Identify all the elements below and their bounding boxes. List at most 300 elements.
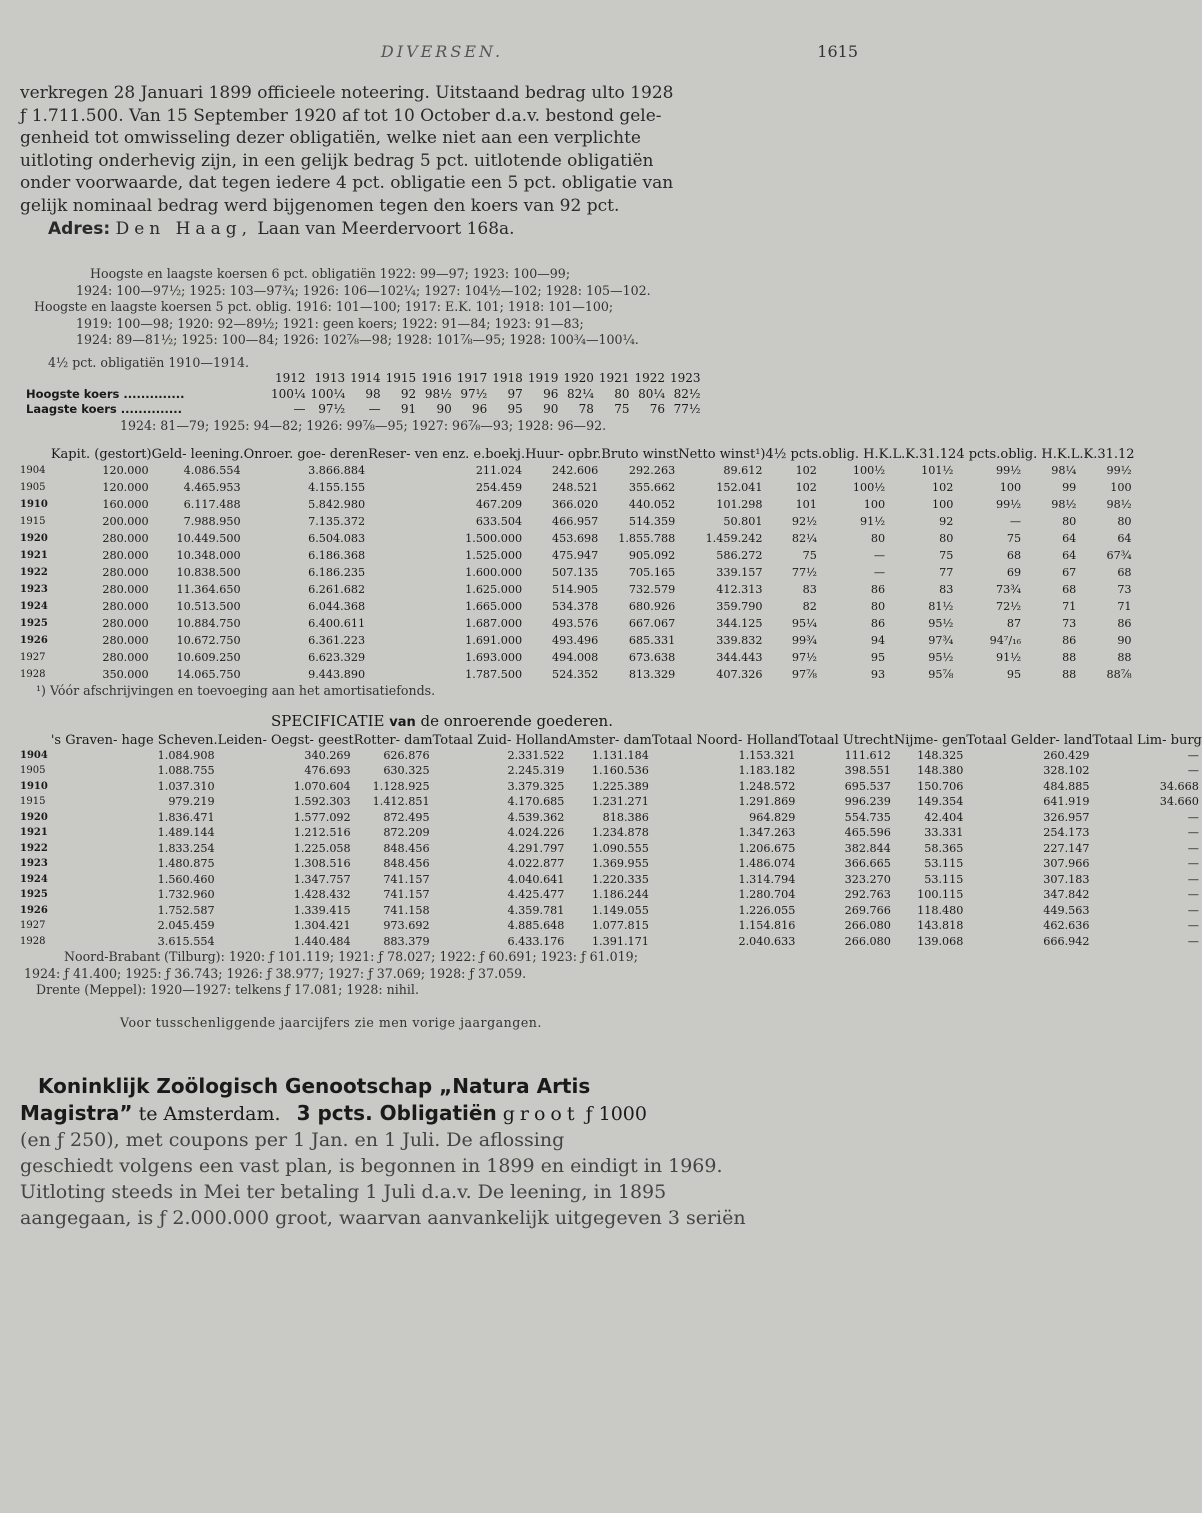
table-cell: 254.173 <box>1043 826 1090 840</box>
table-cell: 91½ <box>860 515 886 529</box>
table-cell: 1.347.263 <box>738 826 796 840</box>
table-cell: 1.836.471 <box>157 810 215 824</box>
table-cell: 94 <box>870 634 886 648</box>
table-cell: 280.000 <box>102 532 149 546</box>
oblig45-title: 4½ pct. obligatiën 1910—1914. <box>48 354 250 370</box>
intro-line: genheid tot omwisseling dezer obligatiën, welke niet aan een verplichte <box>20 128 641 149</box>
table-cell: 53.115 <box>924 872 964 886</box>
table-cell: 148.380 <box>917 764 964 778</box>
oblig45-years-row <box>26 371 706 387</box>
table-cell: 80 <box>1062 515 1077 529</box>
table-cell: 1.428.432 <box>293 888 351 902</box>
table-cell: 818.386 <box>602 810 649 824</box>
table-cell: 1.489.144 <box>157 826 215 840</box>
value-cell: 75 <box>614 402 630 417</box>
table-cell: 86 <box>870 617 886 631</box>
table-cell: 10.348.000 <box>176 549 241 563</box>
table-cell: 92½ <box>791 515 817 529</box>
row-year: 1922 <box>20 567 48 579</box>
table-row <box>20 748 1202 764</box>
table-cell: — <box>1187 764 1199 778</box>
col-header: Netto winst¹) <box>678 447 766 463</box>
value-cell: 82¼ <box>567 386 594 401</box>
table-cell: 1.225.389 <box>591 779 649 793</box>
table-row <box>20 462 1135 479</box>
value-cell: 80¼ <box>638 386 666 401</box>
table-cell: 6.361.223 <box>308 634 366 648</box>
table-cell: 1.687.000 <box>465 617 523 631</box>
intro-paragraph <box>20 82 864 240</box>
table-cell: 97⅞ <box>791 668 817 682</box>
table-cell: 339.832 <box>716 634 763 648</box>
table-cell: 467.209 <box>475 498 523 512</box>
table-cell: 1.412.851 <box>372 795 430 809</box>
table-cell: 9.443.890 <box>308 668 366 682</box>
table-cell: 685.331 <box>628 634 676 648</box>
table-cell: 741.157 <box>383 888 430 902</box>
table-cell: 1.625.000 <box>465 583 523 597</box>
table-cell: 77 <box>939 566 954 580</box>
table-cell: 95 <box>1006 668 1022 682</box>
table-cell: 307.966 <box>1043 857 1090 871</box>
value-cell: 80 <box>614 386 630 401</box>
table-cell: 95¼ <box>791 617 817 631</box>
col-header: Reser- ven enz. e.boekj. <box>368 447 526 463</box>
table-row <box>20 530 1135 547</box>
table-cell: 98¼ <box>1051 464 1077 478</box>
col-header: Totaal Gelder- land <box>966 732 1093 748</box>
table-cell: 323.270 <box>844 872 891 886</box>
table-cell: 964.829 <box>749 810 796 824</box>
row-year: 1928 <box>20 669 46 681</box>
row-year: 1904 <box>20 465 46 477</box>
table-row <box>20 666 1135 683</box>
table-cell: 4.155.155 <box>308 481 366 495</box>
table-cell: 2.045.459 <box>157 919 215 933</box>
table-cell: 1.787.500 <box>465 668 523 682</box>
table-row <box>20 479 1135 496</box>
col-header: Totaal Utrecht <box>798 732 894 748</box>
table-cell: 328.102 <box>1043 764 1090 778</box>
table-row <box>20 581 1135 598</box>
table-cell: 64 <box>1062 532 1077 546</box>
table-cell: 152.041 <box>716 481 763 495</box>
table-cell: 484.885 <box>1043 779 1090 793</box>
oblig45-hoogste-row <box>26 387 706 403</box>
table-cell: 95½ <box>928 651 954 665</box>
table-cell: 326.957 <box>1043 810 1090 824</box>
koersen-line: Hoogste en laagste koersen 6 pct. obligatiën 1922: 99—97; 1923: 100—99; <box>90 266 571 282</box>
table-cell: — <box>1187 903 1199 917</box>
table-cell: 1.665.000 <box>465 600 523 614</box>
table-cell: 95½ <box>928 617 954 631</box>
table-cell: 1.440.484 <box>293 934 351 948</box>
table-cell: — <box>873 566 886 580</box>
row-year: 1925 <box>20 618 48 630</box>
table-cell: 4.022.877 <box>507 857 565 871</box>
table-cell: 4.465.953 <box>183 481 241 495</box>
hoogste-label: Hoogste koers .............. <box>26 386 185 401</box>
row-year: 1910 <box>20 780 48 792</box>
table-cell: 407.326 <box>716 668 763 682</box>
year-cell: 1921 <box>598 371 630 386</box>
table-cell: 72½ <box>996 600 1022 614</box>
table-cell: 1.291.869 <box>738 795 796 809</box>
table-cell: 382.844 <box>844 841 891 855</box>
table-cell: 1.037.310 <box>157 779 215 793</box>
table-cell: 77½ <box>791 566 817 580</box>
artis-bond: 3 pcts. Obligatiën <box>296 1101 497 1126</box>
table-cell: 1.225.058 <box>293 841 351 855</box>
table-cell: 848.456 <box>383 857 430 871</box>
table-cell: 1.280.704 <box>738 888 796 902</box>
value-cell: 98½ <box>424 386 452 401</box>
koersen-line: Hoogste en laagste koersen 5 pct. oblig. 1916: 101—100; 1917: E.K. 101; 1918: 101—100; <box>34 299 614 315</box>
table-cell: 99½ <box>1106 464 1132 478</box>
col-header: Leiden- Oegst- geest <box>217 732 354 748</box>
oblig45-block <box>20 355 864 435</box>
table-cell: 42.404 <box>924 810 964 824</box>
table-cell: 10.449.500 <box>176 532 241 546</box>
table-cell: 1.600.000 <box>465 566 523 580</box>
table-row <box>20 779 1202 795</box>
col-header: Bruto winst <box>601 447 679 463</box>
table-cell: 71 <box>1117 600 1132 614</box>
artis-name: Koninklijk Zoölogisch Genootschap „Natura Artis <box>38 1074 591 1099</box>
table-cell: 34.668 <box>1159 779 1199 793</box>
table-cell: 554.735 <box>844 810 891 824</box>
table-cell: 1.693.000 <box>465 651 523 665</box>
table-cell: 139.068 <box>917 934 964 948</box>
table-row <box>20 934 1202 950</box>
table-cell: 6.117.488 <box>183 498 241 512</box>
table-cell: 86 <box>870 583 886 597</box>
row-year: 1915 <box>20 516 46 528</box>
koersen-line: 1924: 100—97½; 1925: 103—97¾; 1926: 106—102¼; 1927: 104½—102; 1928: 105—102. <box>76 282 651 298</box>
financial-table-body <box>20 462 1135 683</box>
year-cell: 1913 <box>314 371 346 386</box>
row-year: 1920 <box>20 811 48 823</box>
table-cell: 493.496 <box>552 634 599 648</box>
laagste-label: Laagste koers .............. <box>26 402 182 417</box>
table-cell: 67¾ <box>1106 549 1132 563</box>
table-cell: 1.752.587 <box>157 903 215 917</box>
row-year: 1905 <box>20 482 46 494</box>
table-cell: 88 <box>1117 651 1132 665</box>
year-cell: 1915 <box>385 371 417 386</box>
table-cell: 872.495 <box>383 810 430 824</box>
table-cell: 979.219 <box>168 795 215 809</box>
table-cell: 100 <box>1110 481 1132 495</box>
table-cell: — <box>1187 857 1199 871</box>
table-cell: 73 <box>1117 583 1132 597</box>
table-cell: 280.000 <box>102 549 149 563</box>
table-cell: 280.000 <box>102 566 149 580</box>
table-cell: 1.090.555 <box>591 841 649 855</box>
value-cell: 90 <box>436 402 452 417</box>
table-cell: 97¾ <box>928 634 954 648</box>
table-cell: — <box>1187 919 1199 933</box>
address-street: Laan van Meerdervoort 168a. <box>257 218 515 239</box>
table-cell: 292.763 <box>844 888 891 902</box>
artis-line: aangegaan, is ƒ 2.000.000 groot, waarvan aanvankelijk uitgegeven 3 seriën <box>20 1207 746 1230</box>
value-cell: 100¼ <box>310 386 346 401</box>
spec-header-row <box>20 734 1202 748</box>
row-year: 1928 <box>20 935 46 947</box>
table-cell: 732.579 <box>628 583 676 597</box>
row-year: 1925 <box>20 889 48 901</box>
col-header: Kapit. (gestort) <box>50 447 152 463</box>
table-cell: 280.000 <box>102 651 149 665</box>
intro-line: gelijk nominaal bedrag werd bijgenomen tegen den koers van 92 pct. <box>20 195 620 216</box>
table-cell: 6.261.682 <box>308 583 366 597</box>
oblig45-table <box>26 371 706 418</box>
table-cell: — <box>1187 841 1199 855</box>
table-cell: 1.226.055 <box>738 903 796 917</box>
col-header: 's Graven- hage Scheven. <box>50 732 218 748</box>
table-cell: 266.080 <box>844 934 891 948</box>
address-line <box>20 218 864 241</box>
table-cell: 99¾ <box>791 634 817 648</box>
koersen-line: 1919: 100—98; 1920: 92—89½; 1921: geen koers; 1922: 91—84; 1923: 91—83; <box>76 315 584 331</box>
table-cell: 150.706 <box>917 779 964 793</box>
table-cell: — <box>1187 826 1199 840</box>
table-cell: 10.513.500 <box>176 600 241 614</box>
table-cell: 1.070.604 <box>293 779 351 793</box>
value-cell: 100¼ <box>271 386 306 401</box>
table-row <box>20 856 1202 872</box>
table-cell: 280.000 <box>102 583 149 597</box>
col-header: Rotter- dam <box>353 732 433 748</box>
table-row <box>20 632 1135 649</box>
col-header: 4½ pcts.oblig. H.K.L.K.31.12 <box>765 447 957 463</box>
table-cell: 1.592.303 <box>293 795 351 809</box>
year-cell: 1914 <box>350 371 381 386</box>
table-row <box>20 903 1202 919</box>
spec-title-c: de onroerende goederen. <box>420 711 613 730</box>
koersen-line: 1924: 89—81½; 1925: 100—84; 1926: 102⅞—98; 1928: 101⅞—95; 1928: 100¾—100¼. <box>76 332 639 348</box>
table-cell: 1.459.242 <box>705 532 763 546</box>
value-cell: 97 <box>507 386 523 401</box>
col-header: Nijme- gen <box>893 732 967 748</box>
table-cell: 102 <box>795 481 817 495</box>
table-cell: 10.609.250 <box>176 651 241 665</box>
table-cell: 143.818 <box>917 919 964 933</box>
table-row <box>20 887 1202 903</box>
table-cell: 71 <box>1062 600 1077 614</box>
table-cell: 120.000 <box>102 481 149 495</box>
table-cell: 260.429 <box>1043 748 1090 762</box>
table-cell: 10.838.500 <box>176 566 241 580</box>
table-cell: 1.577.092 <box>293 810 351 824</box>
table-cell: 1.084.908 <box>157 748 215 762</box>
table-cell: 848.456 <box>383 841 430 855</box>
table-cell: 586.272 <box>716 549 763 563</box>
value-cell: — <box>293 402 306 417</box>
row-year: 1926 <box>20 904 48 916</box>
value-cell: 98 <box>365 386 381 401</box>
table-cell: 160.000 <box>102 498 149 512</box>
table-cell: 465.596 <box>844 826 891 840</box>
table-cell: 67 <box>1062 566 1077 580</box>
table-row <box>20 649 1135 666</box>
row-year: 1924 <box>20 601 48 613</box>
financial-table <box>20 448 1135 683</box>
table-cell: 6.623.329 <box>308 651 366 665</box>
row-year: 1927 <box>20 920 46 932</box>
table-cell: 89.612 <box>723 464 763 478</box>
table-cell: — <box>873 549 886 563</box>
table-cell: 2.331.522 <box>507 748 565 762</box>
table-cell: 80 <box>870 600 886 614</box>
table-cell: 1.160.536 <box>591 764 649 778</box>
table-cell: 100 <box>931 498 954 512</box>
table-cell: 6.504.083 <box>308 532 366 546</box>
table-cell: 1.154.816 <box>738 919 796 933</box>
oblig45-footer: 1924: 81—79; 1925: 94—82; 1926: 99⅞—95; 1927: 96⅞—93; 1928: 96—92. <box>120 417 607 433</box>
table-cell: 4.359.781 <box>507 903 565 917</box>
table-cell: 466.957 <box>552 515 599 529</box>
table-cell: 1.347.757 <box>293 872 351 886</box>
table-cell: — <box>1187 810 1199 824</box>
table-cell: 507.135 <box>552 566 599 580</box>
table-row <box>20 825 1202 841</box>
col-header: Totaal Lim- burg <box>1092 732 1202 748</box>
table-cell: 1.391.171 <box>591 934 649 948</box>
row-year: 1905 <box>20 765 46 777</box>
year-cell: 1922 <box>634 371 666 386</box>
table-cell: 88 <box>1062 651 1077 665</box>
table-cell: 1.732.960 <box>157 888 215 902</box>
table-cell: 58.365 <box>924 841 964 855</box>
row-year: 1920 <box>20 533 48 545</box>
table-cell: 1.088.755 <box>157 764 215 778</box>
table-cell: 883.379 <box>383 934 430 948</box>
table-cell: 254.459 <box>475 481 523 495</box>
running-title: DIVERSEN. <box>380 42 504 61</box>
table-cell: 83 <box>802 583 817 597</box>
table-cell: 266.080 <box>844 919 891 933</box>
table-cell: 75 <box>939 549 954 563</box>
table-cell: 4.170.685 <box>507 795 565 809</box>
year-cell: 1918 <box>492 371 523 386</box>
artis-line: Uitloting steeds in Mei ter betaling 1 Juli d.a.v. De leening, in 1895 <box>20 1181 667 1204</box>
table-cell: 344.443 <box>716 651 763 665</box>
table-cell: 666.942 <box>1043 934 1090 948</box>
row-year: 1921 <box>20 550 48 562</box>
table-cell: 1.149.055 <box>591 903 649 917</box>
table-cell: 88⅞ <box>1106 668 1132 682</box>
table-cell: 1.234.878 <box>591 826 649 840</box>
value-cell: 95 <box>507 402 523 417</box>
table-cell: 69 <box>1006 566 1022 580</box>
spec-note: 1924: ƒ 41.400; 1925: ƒ 36.743; 1926: ƒ 38.977; 1927: ƒ 37.069; 1928: ƒ 37.059. <box>24 965 527 981</box>
table-cell: 99½ <box>996 498 1022 512</box>
table-cell: 148.325 <box>917 748 964 762</box>
table-cell: 242.606 <box>552 464 599 478</box>
row-year: 1910 <box>20 499 48 511</box>
table-cell: 493.576 <box>552 617 599 631</box>
table-cell: 514.905 <box>552 583 599 597</box>
table-cell: 86 <box>1117 617 1132 631</box>
oblig45-laagste-row <box>26 402 706 418</box>
table-cell: 248.521 <box>552 481 599 495</box>
col-header: Totaal Zuid- Holland <box>432 732 568 748</box>
table-cell: 1.220.335 <box>591 872 649 886</box>
table-row <box>20 598 1135 615</box>
table-cell: 339.157 <box>716 566 763 580</box>
table-cell: 813.329 <box>628 668 676 682</box>
table-cell: 95⅞ <box>928 668 954 682</box>
row-year: 1927 <box>20 652 46 664</box>
value-cell: 97½ <box>318 402 346 417</box>
intro-line: verkregen 28 Januari 1899 officieele noteering. Uitstaand bedrag ulto 1928 <box>20 83 674 103</box>
table-cell: 1.525.000 <box>465 549 523 563</box>
table-cell: 75 <box>802 549 817 563</box>
table-cell: 996.239 <box>844 795 891 809</box>
table-cell: 1.304.421 <box>293 919 351 933</box>
table-cell: — <box>1187 748 1199 762</box>
table-cell: 111.612 <box>844 748 891 762</box>
table-cell: 705.165 <box>628 566 676 580</box>
year-cell: 1917 <box>456 371 488 386</box>
table-cell: 741.158 <box>383 903 430 917</box>
table-cell: 11.364.650 <box>176 583 241 597</box>
table-cell: 494.008 <box>552 651 599 665</box>
table-cell: 91½ <box>996 651 1022 665</box>
table-cell: 6.433.176 <box>507 934 565 948</box>
table-cell: 73¾ <box>996 583 1022 597</box>
spec-notes <box>20 949 864 1031</box>
address-city: Den Haag, <box>115 218 252 239</box>
table-cell: 641.919 <box>1043 795 1090 809</box>
artis-name2: Magistra” <box>20 1101 133 1126</box>
table-cell: 6.186.368 <box>308 549 366 563</box>
address-label: Adres: <box>48 218 111 239</box>
table-cell: 100½ <box>852 481 886 495</box>
table-cell: 50.801 <box>723 515 763 529</box>
table-cell: 68 <box>1062 583 1077 597</box>
table-cell: — <box>1187 888 1199 902</box>
table-cell: 86 <box>1062 634 1077 648</box>
table-cell: 98½ <box>1106 498 1132 512</box>
table-cell: 280.000 <box>102 617 149 631</box>
table-cell: 102 <box>931 481 954 495</box>
table-cell: 82 <box>802 600 817 614</box>
table-cell: 83 <box>939 583 954 597</box>
col-header: Onroer. goe- deren <box>243 447 369 463</box>
table-cell: 3.379.325 <box>507 779 565 793</box>
table-cell: 4.539.362 <box>507 810 565 824</box>
table-cell: — <box>1187 872 1199 886</box>
table-cell: 1.153.321 <box>738 748 796 762</box>
table-cell: 462.636 <box>1043 919 1090 933</box>
table-cell: 53.115 <box>924 857 964 871</box>
table-cell: 14.065.750 <box>176 668 241 682</box>
page-number: 1615 <box>817 42 858 61</box>
table-cell: 102 <box>795 464 817 478</box>
page-header <box>20 42 864 76</box>
table-cell: 449.563 <box>1043 903 1090 917</box>
table-cell: 64 <box>1117 532 1132 546</box>
table-cell: 101.298 <box>716 498 763 512</box>
col-header: Huur- opbr. <box>525 447 602 463</box>
table-cell: 1.833.254 <box>157 841 215 855</box>
table-cell: 347.842 <box>1043 888 1090 902</box>
table-cell: 476.693 <box>304 764 351 778</box>
table-cell: 98½ <box>1051 498 1077 512</box>
table-cell: 3.866.884 <box>308 464 366 478</box>
